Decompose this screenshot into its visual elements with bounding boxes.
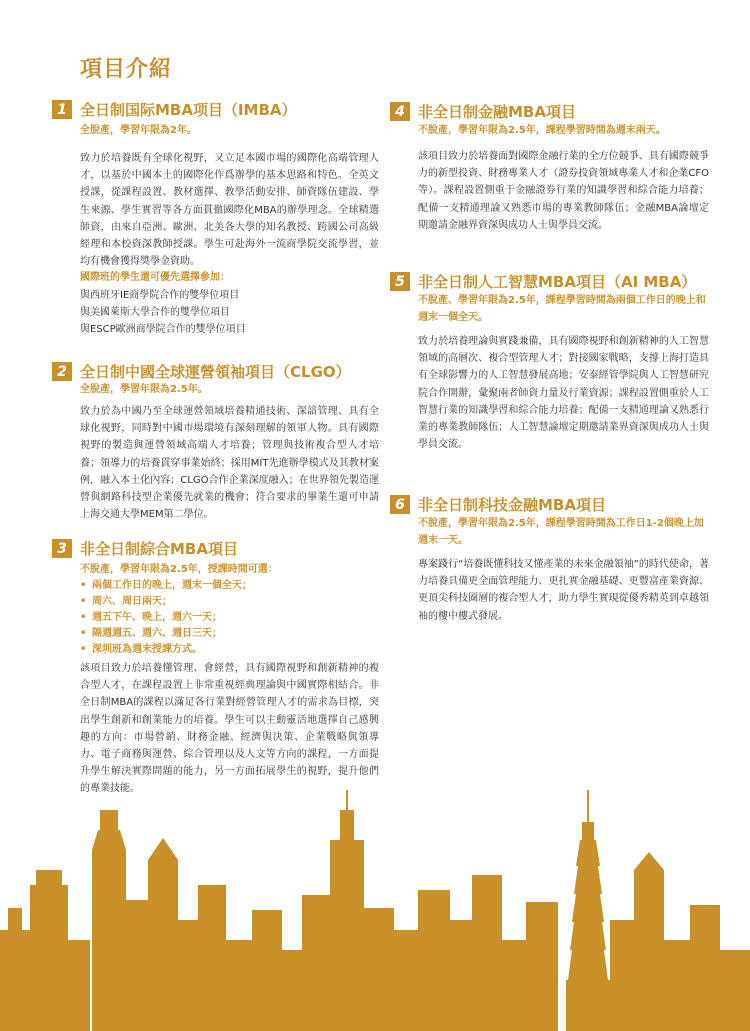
section-number-badge: 6 — [390, 495, 410, 514]
section-number-badge: 2 — [52, 362, 72, 381]
section-title: 全日制中國全球運營領袖項目（CLGO） — [80, 363, 351, 381]
section-body: 專案踐行“培養既懂科技又懂產業的未來金融領袖”的時代使命，著力培養具備更全面管理能力、更扎實金融基礎、更豐富產業資源、更頂尖科技圈層的複合型人才，助力學生實現從優秀精英到卓越領袖的樓中樓式發展。 — [418, 559, 709, 622]
section-number-badge: 3 — [52, 539, 72, 558]
schedule-option: • 兩個工作日的晚上，週末一個全天； — [80, 578, 380, 594]
section-body: 該項目致力於培養面對國際金融行業的全方位競爭、具有國際競爭力的新型投資、財務專業人才（證券投資領域專業人才和企業CFO等）。課程設置側重于金融證券行業的知識學習和綜合能力培養；配備一支精通理論又熟悉市場的專業教師隊伍；金融MBA論壇定期邀請金融界資深與成功人士與學員交流。 — [418, 151, 709, 231]
section-imba — [52, 99, 382, 349]
schedule-option: • 週五下午、晚上，週六一天； — [80, 610, 380, 626]
section-subtitle: 不脫產，學習年限為2.5年，授課時間可選： — [80, 564, 278, 575]
section-part-time-mba — [52, 538, 382, 798]
section-clgo — [52, 361, 382, 521]
section-subtitle: 全脫產，學習年限為2年。 — [80, 125, 197, 136]
double-degree-item: 與西班牙IE商學院合作的雙學位項目 — [80, 290, 240, 301]
schedule-option: • 深圳班為週末授課方式。 — [80, 642, 380, 658]
schedule-option: • 周六、周日兩天； — [80, 594, 380, 610]
section-title: 非全日制科技金融MBA項目 — [418, 496, 606, 514]
double-degree-item: 與美國萊斯大學合作的雙學位項目 — [80, 307, 230, 318]
section-title: 非全日制人工智慧MBA項目（AI MBA） — [418, 273, 697, 291]
section-fintech-mba — [390, 494, 710, 634]
schedule-options-list — [80, 578, 380, 658]
section-title: 非全日制金融MBA項目 — [418, 103, 576, 121]
section-body: 致力於培養既有全球化視野，又立足本國市場的國際化高端管理人才，以基於中國本土的國際化作爲辦學的基本思路和特色。全英文授課，從課程設置、教材選擇、教學活動安排、師資隊伍建設、學生來源、學生實習等各方面貫徹國際化MBA的辦學理念。全球精選師資，由來自亞洲、歐洲、北美各大學的知名教授、跨國公司高級經理和本校資深教師授課。學生可赴海外一流商學院交流學習，並均有機會獲得獎學金資助。 — [80, 153, 379, 268]
section-subtitle: 不脫產，學習年限為2.5年，課程學習時間為工作日1-2個晚上加週末一天。 — [418, 518, 704, 546]
double-degree-item: 與ESCP歐洲商學院合作的雙學位項目 — [80, 324, 246, 335]
double-degree-block — [80, 269, 380, 338]
section-subtitle: 全脫產，學習年限為2.5年。 — [80, 384, 208, 395]
section-number-badge: 5 — [390, 272, 410, 291]
section-subtitle: 不脫產，學習年限為2.5年，課程學習時間為週末兩天。 — [418, 125, 666, 136]
section-body: 該項目致力於培養懂管理、會經營，具有國際視野和創新精神的複合型人才，在課程設置上非常重視經典理論與中國實際相結合。非全日制MBA的課程以滿足各行業對經營管理人才的需求為目標，突出學生創新和創業能力的培養。學生可以主動靈活地選擇自己感興趣的方向：市場營銷、財務金融、經濟與決策、企業戰略與領導力、電子商務與運營、綜合管理以及人文等方向的課程，一方面提升學生解決實際問題的能力，另一方面拓展學生的視野，提升他們的專業技能。 — [80, 663, 379, 795]
section-title: 全日制国际MBA项目（IMBA） — [80, 101, 297, 119]
double-degree-heading: 國際班的學生還可優先選擇參加： — [80, 272, 230, 283]
section-number-badge: 1 — [52, 100, 72, 119]
section-title: 非全日制綜合MBA項目 — [80, 540, 238, 558]
section-body: 致力於培養理論與實踐兼備，具有國際視野和創新精神的人工智慧領域的高層次、複合型管理人才；對接國家戰略，支撐上海打造具有全球影響力的人工智慧發展高地；安泰經管學院與人工智慧研究院合作開辦，彙聚兩者師資力量及行業資源；課程設置側重於人工智慧行業的知識學習和綜合能力培養；配備一支精通理論又熟悉行業的專業教師隊伍；人工智慧論壇定期邀請業界資深與成功人士與學員交流。 — [418, 336, 709, 451]
section-ai-mba — [390, 271, 710, 471]
city-skyline-illustration — [0, 790, 750, 1031]
page-title: 項目介紹 — [80, 57, 173, 82]
section-finance-mba — [390, 101, 710, 251]
schedule-option: • 隔週週五、週六、週日三天； — [80, 626, 380, 642]
section-number-badge: 4 — [390, 102, 410, 121]
section-subtitle: 不脫產、學習年限為2.5年，課程學習時間為兩個工作日的晚上和週末一個全天。 — [418, 295, 706, 323]
section-body: 致力於為中國乃至全球運營領域培養精通技術、深諳管理、具有全球化視野，同時對中國市場環境有深刻理解的領軍人物。具有國際視野的製造與運營領域高端人才培養；管理與技術複合型人才培養；領導力的培養貫穿事業始終；採用MIT先進辦學模式及其教材案例，融入本土化內容；CLGO合作企業深度融入；在世界領先製造運營與網路科技型企業優先就業的機會；符合要求的畢業生還可申請上海交通大學MEM第二學位。 — [80, 406, 379, 521]
